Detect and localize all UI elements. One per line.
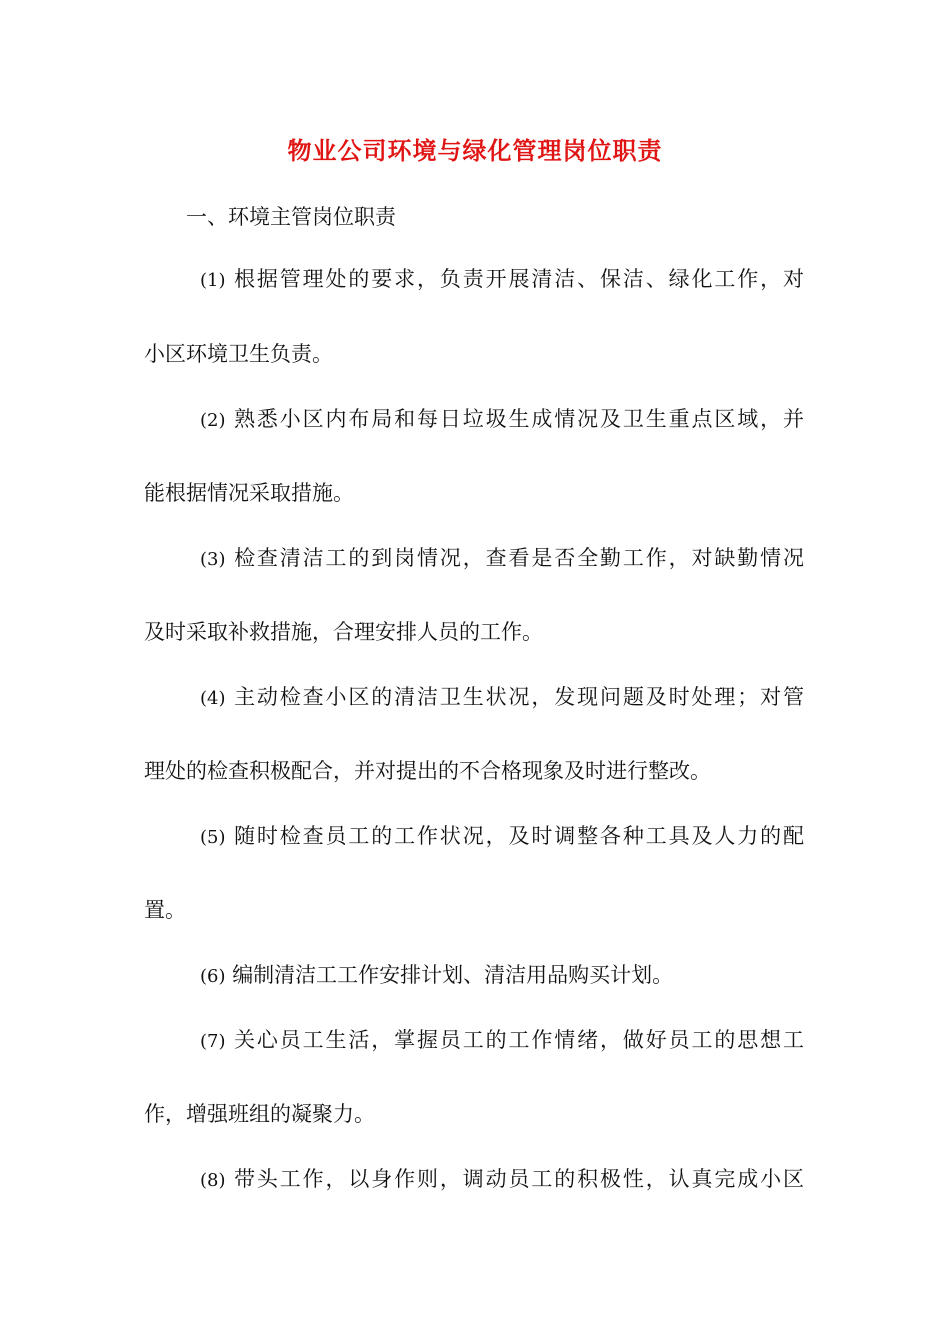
item-7-line-2: 作，增强班组的凝聚力。 bbox=[144, 1102, 375, 1126]
item-4-line-2: 理处的检查积极配合，并对提出的不合格现象及时进行整改。 bbox=[144, 759, 711, 783]
section-heading: 一、环境主管岗位职责 bbox=[186, 205, 396, 229]
item-2-number: (2) bbox=[200, 410, 226, 431]
item-2-text: 熟悉小区内布局和每日垃圾生成情况及卫生重点区域，并 bbox=[234, 407, 805, 431]
item-3-line-2: 及时采取补救措施，合理安排人员的工作。 bbox=[144, 620, 543, 644]
item-4-number: (4) bbox=[200, 688, 226, 709]
item-5-text: 随时检查员工的工作状况，及时调整各种工具及人力的配 bbox=[234, 824, 805, 848]
item-4-line-1 bbox=[200, 680, 804, 716]
item-1-number: (1) bbox=[200, 270, 226, 291]
item-5-line-2: 置。 bbox=[144, 898, 186, 922]
item-1-text: 根据管理处的要求，负责开展清洁、保洁、绿化工作，对 bbox=[234, 267, 805, 291]
item-1-line-1 bbox=[200, 262, 804, 298]
item-3-line-1 bbox=[200, 541, 804, 577]
item-6-number: (6) bbox=[200, 966, 226, 987]
item-6-text: 编制清洁工工作安排计划、清洁用品购买计划。 bbox=[232, 963, 674, 987]
item-8-number: (8) bbox=[200, 1170, 226, 1191]
item-8-line-1 bbox=[200, 1162, 804, 1198]
item-2-line-1 bbox=[200, 402, 804, 438]
item-4-text: 主动检查小区的清洁卫生状况，发现问题及时处理；对管 bbox=[234, 685, 805, 709]
item-6-line-1 bbox=[200, 958, 673, 994]
item-3-number: (3) bbox=[200, 549, 226, 570]
document-title: 物业公司环境与绿化管理岗位职责 bbox=[287, 137, 663, 165]
item-3-text: 检查清洁工的到岗情况，查看是否全勤工作，对缺勤情况 bbox=[234, 546, 805, 570]
item-7-number: (7) bbox=[200, 1031, 226, 1052]
item-5-number: (5) bbox=[200, 827, 226, 848]
item-2-line-2: 能根据情况采取措施。 bbox=[144, 481, 354, 505]
item-8-text: 带头工作，以身作则，调动员工的积极性，认真完成小区 bbox=[234, 1167, 805, 1191]
item-1-line-2: 小区环境卫生负责。 bbox=[144, 342, 333, 366]
item-5-line-1 bbox=[200, 819, 804, 855]
item-7-line-1 bbox=[200, 1023, 804, 1059]
item-7-text: 关心员工生活，掌握员工的工作情绪，做好员工的思想工 bbox=[234, 1028, 805, 1052]
